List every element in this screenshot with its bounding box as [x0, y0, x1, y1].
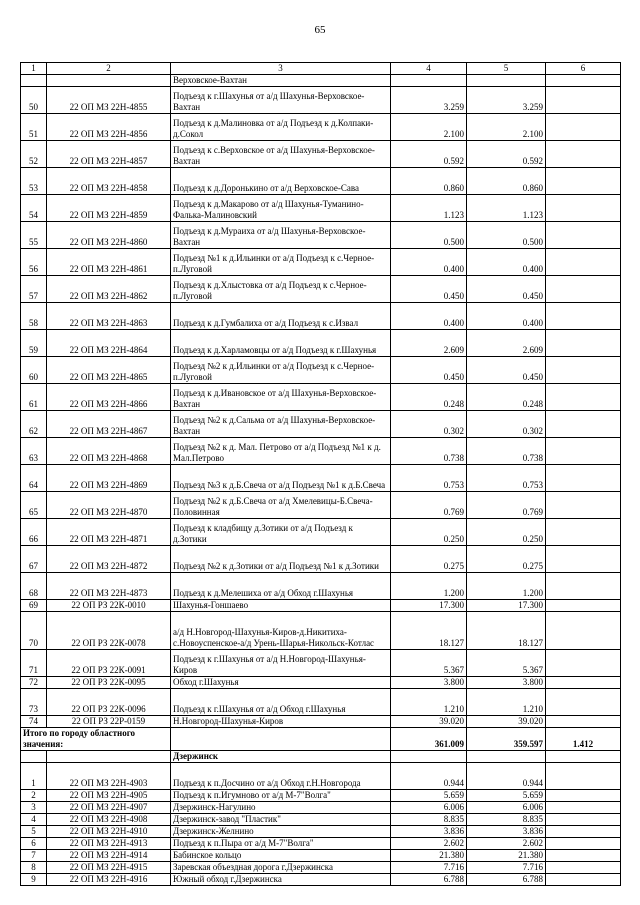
- number-cell: 69: [21, 600, 47, 612]
- number-cell: 65: [21, 492, 47, 519]
- name-cell: Подъезд к д.Ивановское от а/д Шахунья-Верховское-Вахтан: [171, 384, 391, 411]
- value-cell: 0.450: [391, 357, 467, 384]
- table-row: [21, 411, 621, 438]
- value-cell: [391, 75, 467, 87]
- empty-cell: [546, 751, 621, 763]
- value-cell: 2.609: [467, 330, 546, 357]
- value-cell: [546, 862, 621, 874]
- value-cell: 2.602: [391, 838, 467, 850]
- value-cell: 0.248: [467, 384, 546, 411]
- code-cell: 22 ОП МЗ 22Н-4868: [47, 438, 171, 465]
- value-cell: 7.716: [391, 862, 467, 874]
- table-row: [21, 677, 621, 689]
- table-row: [21, 802, 621, 814]
- value-cell: [546, 790, 621, 802]
- name-cell: Подъезд к д.Макарово от а/д Шахунья-Туманино-Фалька-Малиновский: [171, 195, 391, 222]
- code-cell: 22 ОП МЗ 22Н-4908: [47, 814, 171, 826]
- table-row: [21, 195, 621, 222]
- name-cell: Дзержинск-Желнино: [171, 826, 391, 838]
- code-cell: 22 ОП РЗ 22К-0078: [47, 612, 171, 650]
- table-row: [21, 600, 621, 612]
- name-cell: Подъезд к д.Мураиха от а/д Шахунья-Верховское-Вахтан: [171, 222, 391, 249]
- number-cell: 60: [21, 357, 47, 384]
- value-cell: 0.753: [391, 465, 467, 492]
- table-row: [21, 384, 621, 411]
- continuation-row: [21, 75, 621, 87]
- name-cell: Подъезд №2 к д. Мал. Петрово от а/д Подъезд №1 к д. Мал.Петрово: [171, 438, 391, 465]
- table-row: [21, 141, 621, 168]
- table-row: [21, 465, 621, 492]
- name-cell: Обход г.Шахунья: [171, 677, 391, 689]
- value-cell: 0.592: [391, 141, 467, 168]
- value-cell: [546, 330, 621, 357]
- value-cell: 0.400: [391, 249, 467, 276]
- value-cell: [546, 222, 621, 249]
- number-cell: 73: [21, 689, 47, 716]
- name-cell: Подъезд к д.Мелешиха от а/д Обход г.Шахунья: [171, 573, 391, 600]
- number-cell: 63: [21, 438, 47, 465]
- table-row: [21, 87, 621, 114]
- table-row: [21, 790, 621, 802]
- name-cell: Подъезд к с.Верховское от а/д Шахунья-Верховское-Вахтан: [171, 141, 391, 168]
- name-cell: Подъезд №1 к д.Ильинки от а/д Подъезд к с.Черное-п.Луговой: [171, 249, 391, 276]
- number-cell: 1: [21, 763, 47, 790]
- value-cell: 0.248: [391, 384, 467, 411]
- roads-table-body: [21, 63, 621, 886]
- table-row: [21, 357, 621, 384]
- number-cell: 5: [21, 826, 47, 838]
- table-row: [21, 303, 621, 330]
- empty-cell: [47, 751, 171, 763]
- page-number: 65: [314, 24, 326, 36]
- number-cell: [21, 75, 47, 87]
- code-cell: 22 ОП РЗ 22Р-0159: [47, 716, 171, 728]
- value-cell: [546, 650, 621, 677]
- value-cell: [546, 573, 621, 600]
- number-cell: 71: [21, 650, 47, 677]
- name-cell: Дзержинск-завод "Пластик": [171, 814, 391, 826]
- total-value: 361.009: [391, 728, 467, 751]
- value-cell: [546, 814, 621, 826]
- number-cell: 7: [21, 850, 47, 862]
- table-row: [21, 276, 621, 303]
- value-cell: [546, 438, 621, 465]
- value-cell: 0.944: [467, 763, 546, 790]
- value-cell: 0.738: [391, 438, 467, 465]
- name-cell: Подъезд №2 к д.Б.Свеча от а/д Хмелевицы-Б.Свеча-Половинная: [171, 492, 391, 519]
- value-cell: 0.769: [391, 492, 467, 519]
- value-cell: [546, 411, 621, 438]
- number-cell: 68: [21, 573, 47, 600]
- value-cell: [546, 75, 621, 87]
- value-cell: [546, 612, 621, 650]
- name-cell: Подъезд к д.Доронькино от а/д Верховское-Сава: [171, 168, 391, 195]
- code-cell: 22 ОП МЗ 22Н-4915: [47, 862, 171, 874]
- value-cell: 7.716: [467, 862, 546, 874]
- value-cell: 3.836: [467, 826, 546, 838]
- table-row: [21, 814, 621, 826]
- value-cell: 5.367: [467, 650, 546, 677]
- table-row: [21, 438, 621, 465]
- value-cell: [546, 195, 621, 222]
- code-cell: 22 ОП МЗ 22Н-4910: [47, 826, 171, 838]
- value-cell: 3.836: [391, 826, 467, 838]
- number-cell: 9: [21, 874, 47, 886]
- value-cell: 3.259: [391, 87, 467, 114]
- number-cell: 57: [21, 276, 47, 303]
- value-cell: [546, 850, 621, 862]
- name-cell: Верховское-Вахтан: [171, 75, 391, 87]
- header-cell: 4: [391, 63, 467, 75]
- value-cell: 17.300: [391, 600, 467, 612]
- code-cell: 22 ОП МЗ 22Н-4871: [47, 519, 171, 546]
- table-row: [21, 650, 621, 677]
- number-cell: 50: [21, 87, 47, 114]
- value-cell: 5.659: [467, 790, 546, 802]
- code-cell: 22 ОП МЗ 22Н-4905: [47, 790, 171, 802]
- total-value: 1.412: [546, 728, 621, 751]
- value-cell: 0.500: [391, 222, 467, 249]
- value-cell: 0.302: [467, 411, 546, 438]
- name-cell: Подъезд к д.Харламовцы от а/д Подъезд к г.Шахунья: [171, 330, 391, 357]
- code-cell: 22 ОП РЗ 22К-0091: [47, 650, 171, 677]
- total-row: [21, 728, 621, 751]
- code-cell: 22 ОП МЗ 22Н-4856: [47, 114, 171, 141]
- value-cell: 0.860: [391, 168, 467, 195]
- value-cell: [546, 276, 621, 303]
- value-cell: [546, 546, 621, 573]
- name-cell: Подъезд к п.Игумново от а/д М-7"Волга": [171, 790, 391, 802]
- code-cell: 22 ОП МЗ 22Н-4864: [47, 330, 171, 357]
- code-cell: 22 ОП РЗ 22К-0010: [47, 600, 171, 612]
- value-cell: 5.367: [391, 650, 467, 677]
- value-cell: 1.210: [467, 689, 546, 716]
- name-cell: Н.Новгород-Шахунья-Киров: [171, 716, 391, 728]
- name-cell: Подъезд №2 к д.Зотики от а/д Подъезд №1 к д.Зотики: [171, 546, 391, 573]
- table-row: [21, 519, 621, 546]
- number-cell: 66: [21, 519, 47, 546]
- number-cell: 4: [21, 814, 47, 826]
- code-cell: 22 ОП МЗ 22Н-4855: [47, 87, 171, 114]
- number-cell: 2: [21, 790, 47, 802]
- value-cell: 21.380: [467, 850, 546, 862]
- value-cell: [546, 114, 621, 141]
- name-cell: Подъезд к п.Пыра от а/д М-7"Волга": [171, 838, 391, 850]
- empty-cell: [391, 751, 467, 763]
- value-cell: 0.250: [391, 519, 467, 546]
- value-cell: 0.275: [391, 546, 467, 573]
- value-cell: 17.300: [467, 600, 546, 612]
- value-cell: 8.835: [391, 814, 467, 826]
- value-cell: 0.400: [467, 303, 546, 330]
- code-cell: 22 ОП МЗ 22Н-4861: [47, 249, 171, 276]
- value-cell: 0.275: [467, 546, 546, 573]
- number-cell: 59: [21, 330, 47, 357]
- value-cell: 0.400: [467, 249, 546, 276]
- header-cell: 6: [546, 63, 621, 75]
- value-cell: 0.450: [467, 357, 546, 384]
- code-cell: 22 ОП МЗ 22Н-4865: [47, 357, 171, 384]
- code-cell: 22 ОП МЗ 22Н-4873: [47, 573, 171, 600]
- value-cell: 2.100: [467, 114, 546, 141]
- number-cell: 55: [21, 222, 47, 249]
- name-cell: Подъезд к г.Шахунья от а/д Шахунья-Верховское-Вахтан: [171, 87, 391, 114]
- value-cell: 2.602: [467, 838, 546, 850]
- name-cell: Южный обход г.Дзержинска: [171, 874, 391, 886]
- code-cell: 22 ОП МЗ 22Н-4913: [47, 838, 171, 850]
- number-cell: 58: [21, 303, 47, 330]
- value-cell: [546, 763, 621, 790]
- number-cell: 64: [21, 465, 47, 492]
- value-cell: [546, 716, 621, 728]
- header-cell: 3: [171, 63, 391, 75]
- number-cell: 53: [21, 168, 47, 195]
- value-cell: 0.250: [467, 519, 546, 546]
- number-cell: 70: [21, 612, 47, 650]
- value-cell: 2.100: [391, 114, 467, 141]
- value-cell: [546, 874, 621, 886]
- value-cell: 1.200: [467, 573, 546, 600]
- value-cell: 3.800: [467, 677, 546, 689]
- value-cell: [546, 168, 621, 195]
- code-cell: 22 ОП МЗ 22Н-4872: [47, 546, 171, 573]
- value-cell: [546, 357, 621, 384]
- value-cell: 6.788: [467, 874, 546, 886]
- name-cell: Подъезд №2 к д.Сальма от а/д Шахунья-Верховское-Вахтан: [171, 411, 391, 438]
- value-cell: [546, 826, 621, 838]
- name-cell: Подъезд к д.Гумбалиха от а/д Подъезд к с.Извал: [171, 303, 391, 330]
- value-cell: [546, 141, 621, 168]
- code-cell: 22 ОП МЗ 22Н-4858: [47, 168, 171, 195]
- code-cell: 22 ОП МЗ 22Н-4907: [47, 802, 171, 814]
- number-cell: 56: [21, 249, 47, 276]
- value-cell: 6.788: [391, 874, 467, 886]
- name-cell: [171, 728, 391, 751]
- table-row: [21, 763, 621, 790]
- code-cell: 22 ОП МЗ 22Н-4867: [47, 411, 171, 438]
- value-cell: 1.200: [391, 573, 467, 600]
- value-cell: 6.006: [467, 802, 546, 814]
- table-row: [21, 330, 621, 357]
- name-cell: Подъезд №3 к д.Б.Свеча от а/д Подъезд №1 к д.Б.Свеча: [171, 465, 391, 492]
- table-row: [21, 249, 621, 276]
- value-cell: [546, 519, 621, 546]
- code-cell: 22 ОП МЗ 22Н-4914: [47, 850, 171, 862]
- code-cell: 22 ОП МЗ 22Н-4857: [47, 141, 171, 168]
- value-cell: 5.659: [391, 790, 467, 802]
- name-cell: Заревская объездная дорога г.Дзержинска: [171, 862, 391, 874]
- name-cell: Подъезд к д.Малиновка от а/д Подъезд к д.Колпаки-д.Сокол: [171, 114, 391, 141]
- number-cell: 62: [21, 411, 47, 438]
- value-cell: [546, 802, 621, 814]
- code-cell: 22 ОП РЗ 22К-0096: [47, 689, 171, 716]
- code-cell: 22 ОП МЗ 22Н-4869: [47, 465, 171, 492]
- table-row: [21, 874, 621, 886]
- value-cell: [546, 465, 621, 492]
- value-cell: 39.020: [391, 716, 467, 728]
- value-cell: 2.609: [391, 330, 467, 357]
- value-cell: 0.944: [391, 763, 467, 790]
- value-cell: [546, 677, 621, 689]
- value-cell: 18.127: [391, 612, 467, 650]
- value-cell: 0.302: [391, 411, 467, 438]
- value-cell: 39.020: [467, 716, 546, 728]
- value-cell: 0.753: [467, 465, 546, 492]
- value-cell: 0.400: [391, 303, 467, 330]
- value-cell: [546, 87, 621, 114]
- value-cell: 0.592: [467, 141, 546, 168]
- value-cell: [546, 600, 621, 612]
- section-title: Дзержинск: [171, 751, 391, 763]
- value-cell: 3.259: [467, 87, 546, 114]
- value-cell: [546, 492, 621, 519]
- name-cell: Шахунья-Гоншаево: [171, 600, 391, 612]
- table-row: [21, 612, 621, 650]
- code-cell: 22 ОП МЗ 22Н-4870: [47, 492, 171, 519]
- value-cell: 0.500: [467, 222, 546, 249]
- value-cell: [546, 384, 621, 411]
- value-cell: 21.380: [391, 850, 467, 862]
- value-cell: 1.123: [391, 195, 467, 222]
- value-cell: 8.835: [467, 814, 546, 826]
- section-row: [21, 751, 621, 763]
- number-cell: 52: [21, 141, 47, 168]
- name-cell: Подъезд №2 к д.Ильинки от а/д Подъезд к с.Черное-п.Луговой: [171, 357, 391, 384]
- number-cell: 72: [21, 677, 47, 689]
- number-cell: 54: [21, 195, 47, 222]
- total-value: 359.597: [467, 728, 546, 751]
- column-number-row: [21, 63, 621, 75]
- number-cell: 67: [21, 546, 47, 573]
- code-cell: 22 ОП МЗ 22Н-4863: [47, 303, 171, 330]
- name-cell: Подъезд к п.Досчино от а/д Обход г.Н.Новгорода: [171, 763, 391, 790]
- value-cell: 3.800: [391, 677, 467, 689]
- value-cell: [467, 75, 546, 87]
- name-cell: Бабинское кольцо: [171, 850, 391, 862]
- code-cell: 22 ОП МЗ 22Н-4859: [47, 195, 171, 222]
- table-row: [21, 862, 621, 874]
- table-row: [21, 689, 621, 716]
- number-cell: 61: [21, 384, 47, 411]
- table-row: [21, 114, 621, 141]
- value-cell: [546, 249, 621, 276]
- number-cell: 74: [21, 716, 47, 728]
- table-row: [21, 826, 621, 838]
- number-cell: 51: [21, 114, 47, 141]
- value-cell: [546, 689, 621, 716]
- value-cell: 18.127: [467, 612, 546, 650]
- name-cell: Дзержинск-Нагулино: [171, 802, 391, 814]
- code-cell: 22 ОП МЗ 22Н-4866: [47, 384, 171, 411]
- code-cell: 22 ОП МЗ 22Н-4862: [47, 276, 171, 303]
- value-cell: 0.738: [467, 438, 546, 465]
- table-row: [21, 850, 621, 862]
- value-cell: 0.860: [467, 168, 546, 195]
- name-cell: Подъезд к кладбищу д.Зотики от а/д Подъезд к д.Зотики: [171, 519, 391, 546]
- table-row: [21, 573, 621, 600]
- table-row: [21, 492, 621, 519]
- name-cell: Подъезд к д.Хлыстовка от а/д Подъезд к с.Черное-п.Луговой: [171, 276, 391, 303]
- header-cell: 5: [467, 63, 546, 75]
- code-cell: 22 ОП МЗ 22Н-4860: [47, 222, 171, 249]
- code-cell: 22 ОП РЗ 22К-0095: [47, 677, 171, 689]
- value-cell: [546, 838, 621, 850]
- code-cell: 22 ОП МЗ 22Н-4903: [47, 763, 171, 790]
- name-cell: а/д Н.Новгород-Шахунья-Киров-д.Никитиха-с.Новоуспенское-а/д Урень-Шарья-Никольск-Котлас: [171, 612, 391, 650]
- name-cell: Подъезд к г.Шахунья от а/д Обход г.Шахунья: [171, 689, 391, 716]
- name-cell: Подъезд к г.Шахунья от а/д Н.Новгород-Шахунья-Киров: [171, 650, 391, 677]
- code-cell: 22 ОП МЗ 22Н-4916: [47, 874, 171, 886]
- header-cell: 2: [47, 63, 171, 75]
- empty-cell: [21, 751, 47, 763]
- value-cell: 0.450: [467, 276, 546, 303]
- value-cell: 0.769: [467, 492, 546, 519]
- code-cell: [47, 75, 171, 87]
- value-cell: [546, 303, 621, 330]
- table-row: [21, 546, 621, 573]
- number-cell: 3: [21, 802, 47, 814]
- value-cell: 1.210: [391, 689, 467, 716]
- table-row: [21, 222, 621, 249]
- value-cell: 0.450: [391, 276, 467, 303]
- value-cell: 1.123: [467, 195, 546, 222]
- total-label: Итого по городу областного значения:: [21, 728, 171, 751]
- roads-table: [20, 62, 621, 886]
- table-row: [21, 168, 621, 195]
- value-cell: 6.006: [391, 802, 467, 814]
- table-row: [21, 838, 621, 850]
- header-cell: 1: [21, 63, 47, 75]
- empty-cell: [467, 751, 546, 763]
- number-cell: 6: [21, 838, 47, 850]
- number-cell: 8: [21, 862, 47, 874]
- table-row: [21, 716, 621, 728]
